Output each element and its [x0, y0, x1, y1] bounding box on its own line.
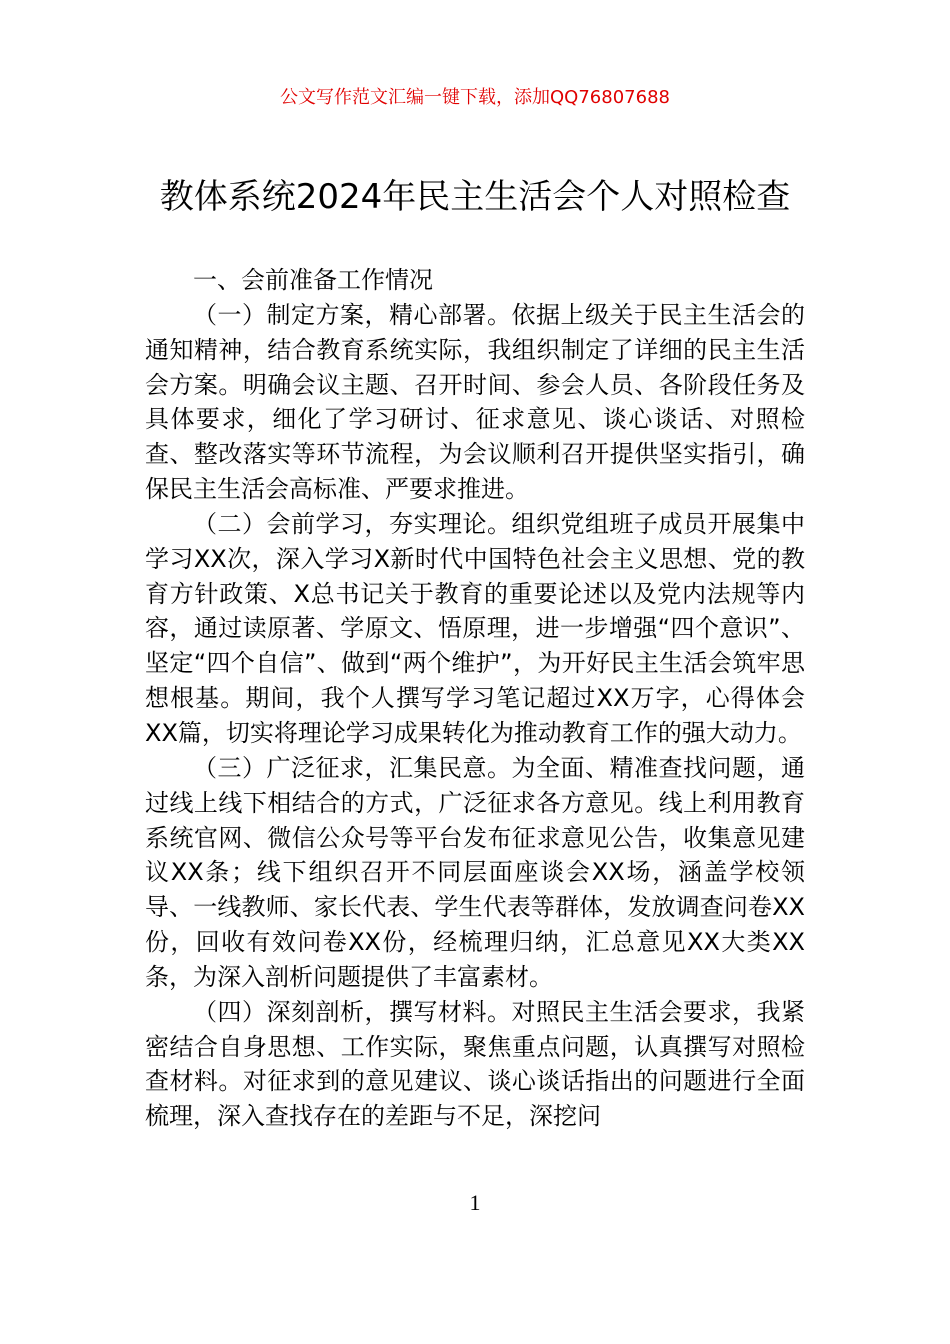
paragraph-1: （一）制定方案，精心部署。依据上级关于民主生活会的通知精神，结合教育系统实际，我组织制定了详细的民主生活会方案。明确会议主题、召开时间、参会人员、各阶段任务及具体要求，细化了学习研讨、征求意见、谈心谈话、对照检查、整改落实等环节流程，为会议顺利召开提供坚实指引，确保民主生活会高标准、严要求推进。: [145, 300, 805, 504]
paragraph-4: （四）深刻剖析，撰写材料。对照民主生活会要求，我紧密结合自身思想、工作实际，聚焦重点问题，认真撰写对照检查材料。对征求到的意见建议、谈心谈话指出的问题进行全面梳理，深入查找存在的差距与不足，深挖问: [145, 997, 805, 1131]
document-title: 教体系统2024年民主生活会个人对照检查: [159, 177, 791, 217]
paragraph-3: （三）广泛征求，汇集民意。为全面、精准查找问题，通过线上线下相结合的方式，广泛征求各方意见。线上利用教育系统官网、微信公众号等平台发布征求意见公告，收集意见建议XX条；线下组织召开不同层面座谈会XX场，涵盖学校领导、一线教师、家长代表、学生代表等群体，发放调查问卷XX份，回收有效问卷XX份，经梳理归纳，汇总意见XX大类XX条，为深入剖析问题提供了丰富素材。: [145, 753, 805, 991]
page-number: 1: [469, 1190, 481, 1215]
paragraph-2: （二）会前学习，夯实理论。组织党组班子成员开展集中学习XX次，深入学习X新时代中国特色社会主义思想、党的教育方针政策、X总书记关于教育的重要论述以及党内法规等内容，通过读原著、学原文、悟原理，进一步增强“四个意识”、坚定“四个自信”、做到“两个维护”，为开好民主生活会筑牢思想根基。期间，我个人撰写学习笔记超过XX万字，心得体会XX篇，切实将理论学习成果转化为推动教育工作的强大动力。: [145, 509, 805, 747]
section-heading: 一、会前准备工作情况: [193, 266, 433, 294]
document-body: [145, 263, 805, 1134]
promo-banner[interactable]: 公文写作范文汇编一键下载，添加QQ76807688: [280, 87, 670, 108]
